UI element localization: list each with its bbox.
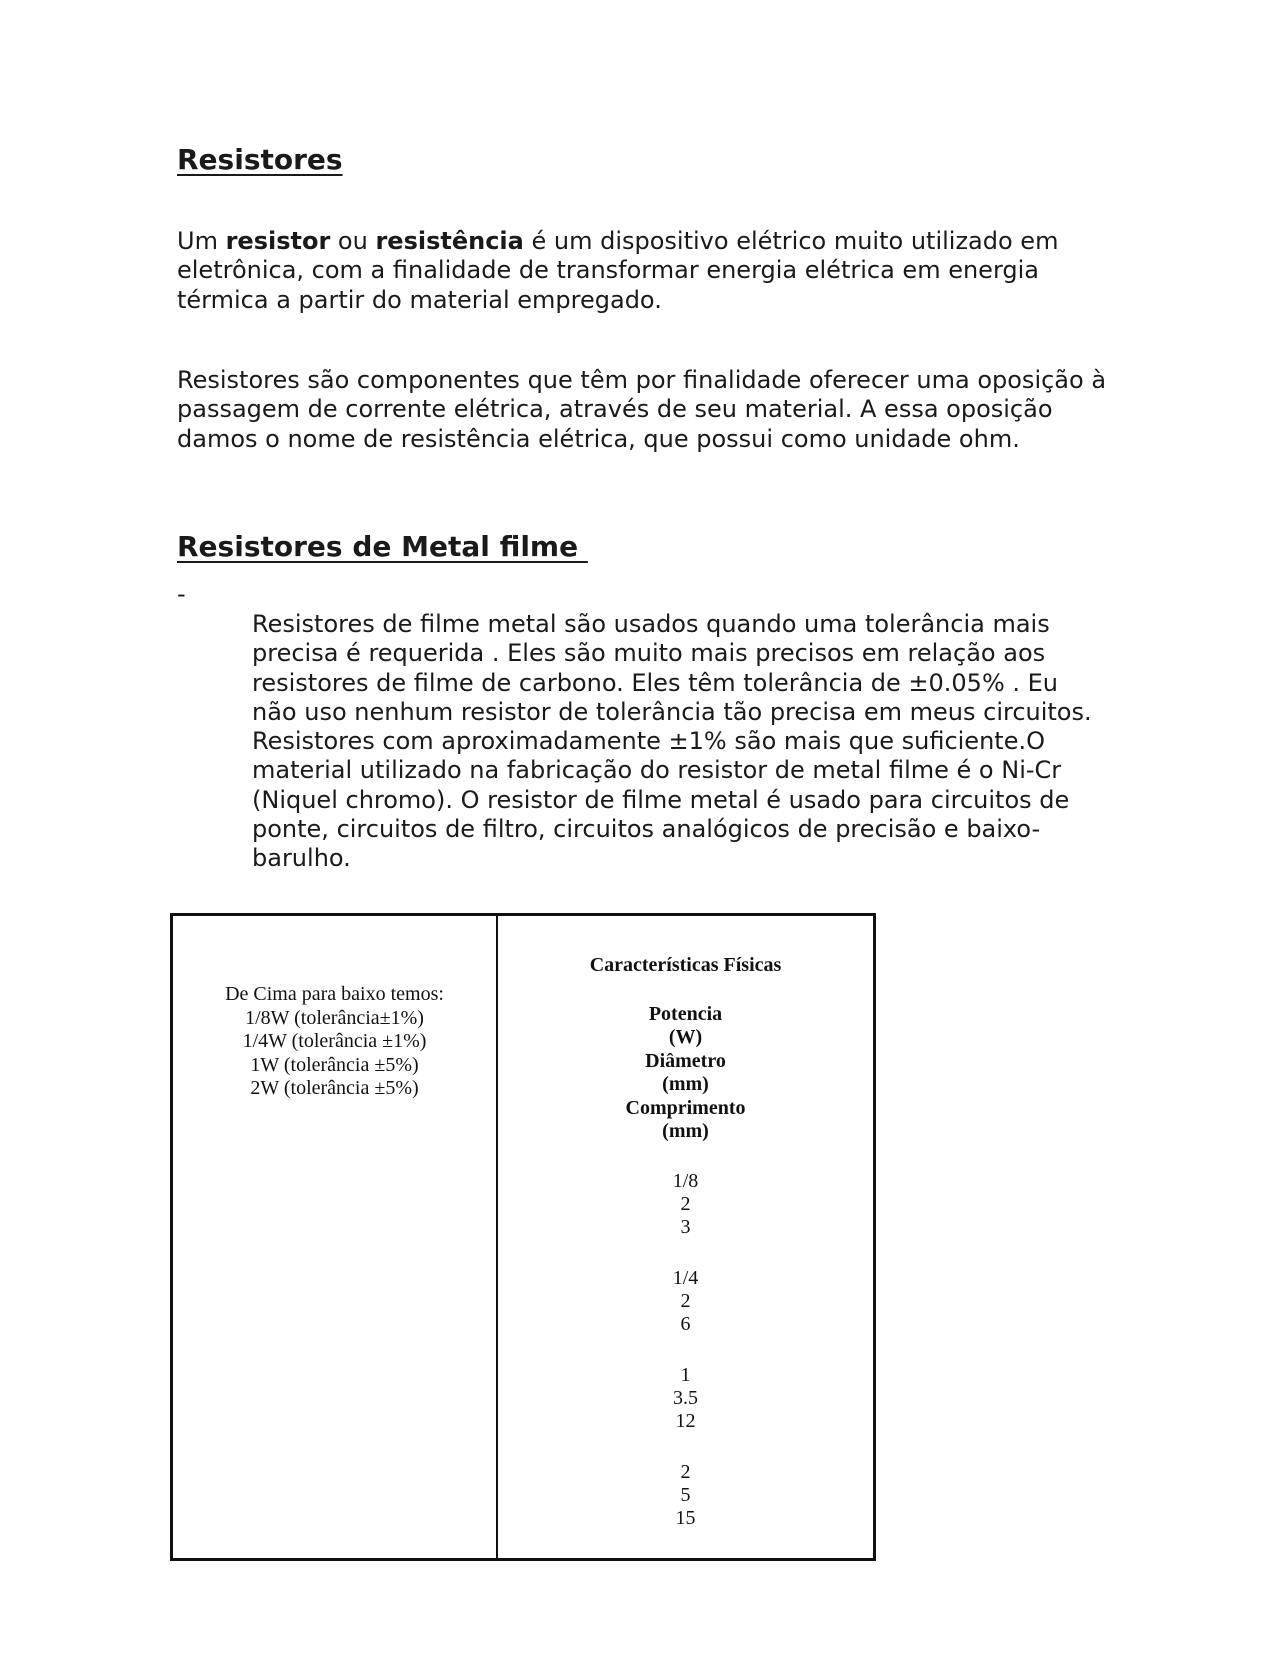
table-left-cell [173, 916, 498, 1558]
header-unit-mm: (mm) [662, 1073, 709, 1095]
spec-table [170, 913, 876, 1561]
left-item: 1/4W (tolerância ±1%) [242, 1030, 427, 1052]
heading-resistores: Resistores [177, 143, 343, 176]
header-potencia: Potencia [648, 1002, 723, 1025]
value-potencia: 1/8 [672, 1169, 699, 1192]
para-1-seg: ou [330, 227, 376, 255]
value-comprimento: 15 [675, 1506, 696, 1529]
header-unit-mm: (mm) [662, 1120, 709, 1142]
left-item: 2W (tolerância ±5%) [250, 1077, 419, 1099]
paragraph-definition [177, 227, 1107, 315]
value-potencia: 1/4 [672, 1266, 699, 1289]
list-dash: - [177, 580, 186, 608]
value-potencia: 2 [680, 1460, 691, 1483]
header-unit-w: (W) [668, 1026, 703, 1048]
value-group-1-4w [498, 1267, 873, 1336]
right-title: Características Físicas [589, 954, 782, 976]
value-comprimento: 6 [680, 1312, 691, 1335]
para-1-bold-resistencia: resistência [375, 227, 524, 255]
para-1-seg: Um [177, 227, 226, 255]
para-1-seg: é um dispositivo elétrico muito utilizado em eletrônica, com a finalidade de transformar energia elétrica em energia térmica a partir do material empregado. [177, 227, 1059, 314]
value-potencia: 1 [680, 1363, 691, 1386]
left-intro: De Cima para baixo temos: [225, 983, 444, 1005]
header-diametro: Diâmetro [645, 1049, 726, 1072]
value-diametro: 2 [680, 1289, 691, 1312]
table-right-cell [498, 916, 873, 1558]
value-group-2w [498, 1461, 873, 1530]
paragraph-opposition: Resistores são componentes que têm por finalidade oferecer uma oposição à passagem de corrente elétrica, através de seu material. A essa oposição damos o nome de resistência elétrica, que possui como unidade ohm. [177, 366, 1107, 453]
para-1-bold-resistor: resistor [225, 227, 331, 255]
value-diametro: 3.5 [673, 1386, 698, 1409]
value-group-1w [498, 1364, 873, 1433]
left-item: 1/8W (tolerância±1%) [245, 1006, 424, 1029]
value-diametro: 5 [680, 1483, 691, 1506]
left-item: 1W (tolerância ±5%) [250, 1053, 419, 1076]
value-comprimento: 12 [675, 1409, 696, 1432]
heading-metal-filme: Resistores de Metal filme [177, 530, 588, 563]
value-diametro: 2 [680, 1192, 691, 1215]
header-comprimento: Comprimento [625, 1096, 746, 1119]
value-group-1-8w [498, 1170, 873, 1239]
value-comprimento: 3 [680, 1215, 691, 1238]
paragraph-metal-film: Resistores de filme metal são usados quando uma tolerância mais precisa é requerida . Eles são muito mais precisos em relação aos resistores de filme de carbono. Eles têm tolerância de ±0.05% . Eu não uso nenhum resistor de tolerância tão precisa em meus circuitos. Resistores com aproximadamente ±1% são mais que suficiente.O material utilizado na fabricação do resistor de metal filme é o Ni-Cr (Niquel chromo). O resistor de filme metal é usado para circuitos de ponte, circuitos de filtro, circuitos analógicos de precisão e baixo-barulho. [252, 610, 1092, 873]
